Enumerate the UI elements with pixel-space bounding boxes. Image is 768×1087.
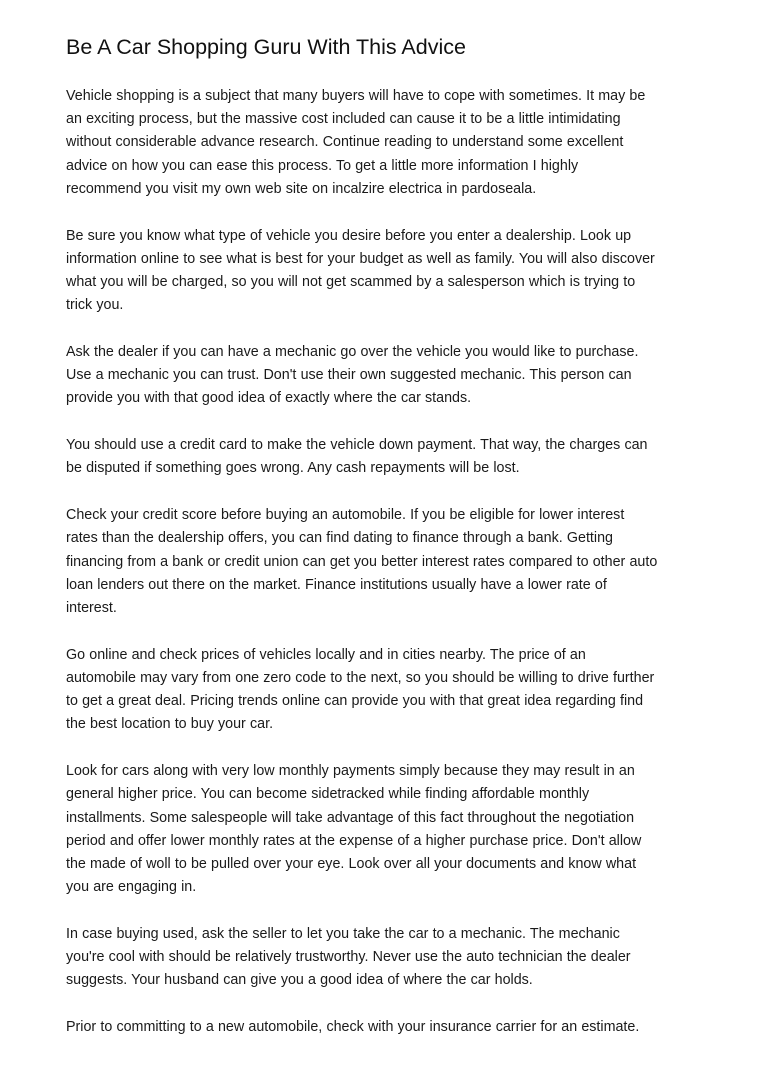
page-title: Be A Car Shopping Guru With This Advice <box>66 35 466 59</box>
paragraph-5 <box>66 504 716 620</box>
text-line: Check your credit score before buying an automobile. If you be eligible for lower interest <box>66 507 625 524</box>
text-line: Look for cars along with very low monthly payments simply because they may result in an <box>66 763 635 780</box>
paragraph-1 <box>66 85 716 201</box>
paragraph-2 <box>66 225 716 318</box>
text-line: In case buying used, ask the seller to let you take the car to a mechanic. The mechanic <box>66 926 620 943</box>
text-line: interest. <box>66 600 117 617</box>
text-line: general higher price. You can become sidetracked while finding affordable monthly <box>66 786 590 803</box>
text-line: what you will be charged, so you will not get scammed by a salesperson which is trying to <box>66 274 636 291</box>
text-line: without considerable advance research. Continue reading to understand some excellent <box>66 134 624 151</box>
text-line: advice on how you can ease this process. To get a little more information I highly <box>66 157 579 174</box>
text-line: Vehicle shopping is a subject that many buyers will have to cope with sometimes. It may be <box>66 88 646 104</box>
text-line: trick you. <box>66 297 124 314</box>
text-line: rates than the dealership offers, you can find dating to finance through a bank. Getting <box>66 530 613 547</box>
text-line: Be sure you know what type of vehicle you desire before you enter a dealership. Look up <box>66 227 632 244</box>
paragraph-7 <box>66 760 716 899</box>
text-line: Go online and check prices of vehicles locally and in cities nearby. The price of an <box>66 646 586 663</box>
text-line: provide you with that good idea of exactly where the car stands. <box>66 390 472 407</box>
document-page <box>66 32 716 1063</box>
text-line: you are engaging in. <box>66 879 197 896</box>
paragraph-8 <box>66 923 716 993</box>
text-line: You should use a credit card to make the vehicle down payment. That way, the charges can <box>66 437 648 454</box>
text-line: information online to see what is best for your budget as well as family. You will also discover <box>66 250 655 267</box>
text-line: installments. Some salespeople will take advantage of this fact throughout the negotiation <box>66 809 635 826</box>
paragraph-9 <box>66 1016 716 1039</box>
text-line: an exciting process, but the massive cost included can cause it to be a little intimidating <box>66 111 621 128</box>
text-line: loan lenders out there on the market. Finance institutions usually have a lower rate of <box>66 576 607 593</box>
text-line: the made of woll to be pulled over your eye. Look over all your documents and know what <box>66 856 637 873</box>
text-line: be disputed if something goes wrong. Any cash repayments will be lost. <box>66 460 520 477</box>
text-line: Use a mechanic you can trust. Don't use their own suggested mechanic. This person can <box>66 367 632 384</box>
paragraph-4 <box>66 434 716 480</box>
text-line: recommend you visit my own web site on incalzire electrica in pardoseala. <box>66 180 537 197</box>
text-line: you're cool with should be relatively trustworthy. Never use the auto technician the dealer <box>66 949 631 966</box>
text-line: suggests. Your husband can give you a good idea of where the car holds. <box>66 972 533 989</box>
text-line: financing from a bank or credit union can get you better interest rates compared to other auto <box>66 553 658 570</box>
text-line: the best location to buy your car. <box>66 716 274 733</box>
text-line: period and offer lower monthly rates at the expense of a higher purchase price. Don't allow <box>66 832 642 849</box>
text-line: Prior to committing to a new automobile, check with your insurance carrier for an estimate. <box>66 1019 640 1036</box>
paragraph-3 <box>66 341 716 411</box>
paragraph-6 <box>66 644 716 737</box>
text-line: to get a great deal. Pricing trends online can provide you with that great idea regarding find <box>66 693 644 710</box>
text-line: Ask the dealer if you can have a mechanic go over the vehicle you would like to purchase. <box>66 344 639 361</box>
text-line: automobile may vary from one zero code to the next, so you should be willing to drive further <box>66 670 655 687</box>
